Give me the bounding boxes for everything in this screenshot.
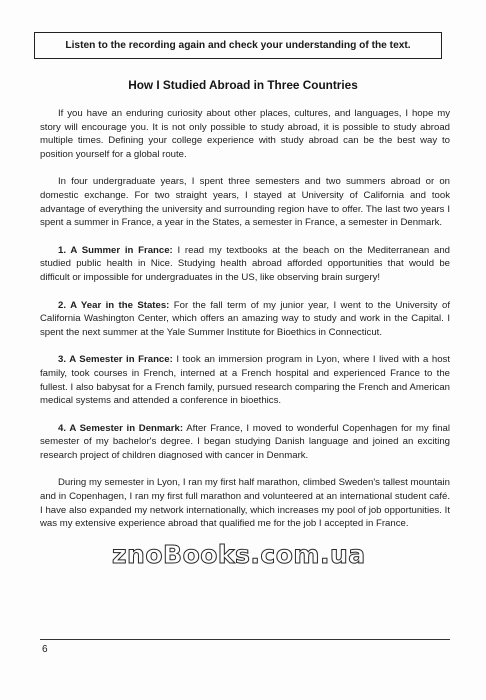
- paragraph-overview: [40, 175, 450, 229]
- paragraph-heading: 2. A Year in the States:: [58, 299, 170, 311]
- paragraph-summer-france: [40, 244, 450, 285]
- paragraph-text: I took an immersion program in Lyon, where I lived with a host family, took courses in French, interned at a French hospital and experienced France to the fullest. I also babysat for a French family, pursued research comparing the French and American medical systems and attended a conference in bioethics.: [40, 354, 450, 407]
- instruction-text: Listen to the recording again and check your understanding of the text.: [65, 40, 411, 51]
- paragraph-semester-france: [40, 353, 450, 407]
- paragraph-text: If you have an enduring curiosity about other places, cultures, and languages, I hope my story will encourage you. It is not only possible to study abroad, it is possible to study abroad multiple times. Defining your college experience with study abroad can be the best way to position yourself for a global route.: [40, 108, 450, 160]
- watermark: znoBooks.com.ua: [112, 540, 366, 569]
- footer-divider: [40, 639, 450, 640]
- instruction-box: [34, 32, 442, 59]
- paragraph-heading: 1. A Summer in France:: [58, 244, 173, 256]
- paragraph-text: After France, I moved to wonderful Copenhagen for my final semester of my bachelor's degree. I began studying Danish language and joined an exciting research project of children diagnosed with cancer in Denmark.: [40, 422, 450, 461]
- page-number: 6: [42, 644, 48, 655]
- paragraph-text: I read my textbooks at the beach on the Mediterranean and studied public health in Nice. Studying health abroad afforded opportunities that would be difficult or impossible for undergraduates in the US, like observing brain surgery!: [40, 244, 450, 283]
- paragraph-heading: 3. A Semester in France:: [58, 354, 173, 366]
- paragraph-semester-denmark: [40, 422, 450, 463]
- paragraph-year-states: [40, 299, 450, 340]
- paragraph-intro: [40, 107, 450, 161]
- article-body: [40, 107, 450, 545]
- paragraph-text: For the fall term of my junior year, I went to the University of California Washington Center, which offers an amazing way to study and work in the Capital. I spent the next summer at the Yale Summer Institute for Bioethics in Connecticut.: [40, 299, 450, 338]
- article-title: How I Studied Abroad in Three Countries: [128, 78, 358, 92]
- paragraph-text: During my semester in Lyon, I ran my first half marathon, climbed Sweden's tallest mountain and in Copenhagen, I ran my first full marathon and volunteered at an international student café. I have also expanded my network internationally, which increases my pool of job opportunities. It was my extensive experience abroad that qualified me for the job I accepted in France.: [40, 477, 450, 530]
- paragraph-conclusion: [40, 476, 450, 530]
- paragraph-heading: 4. A Semester in Denmark:: [58, 422, 184, 434]
- paragraph-text: In four undergraduate years, I spent three semesters and two summers abroad or on domestic exchange. For two straight years, I stayed at University of California and took advantage of everything the university and surrounding region have to offer. The last two years I spent a summer in France, a year in the States, a semester in France, a semester in Denmark.: [40, 176, 450, 229]
